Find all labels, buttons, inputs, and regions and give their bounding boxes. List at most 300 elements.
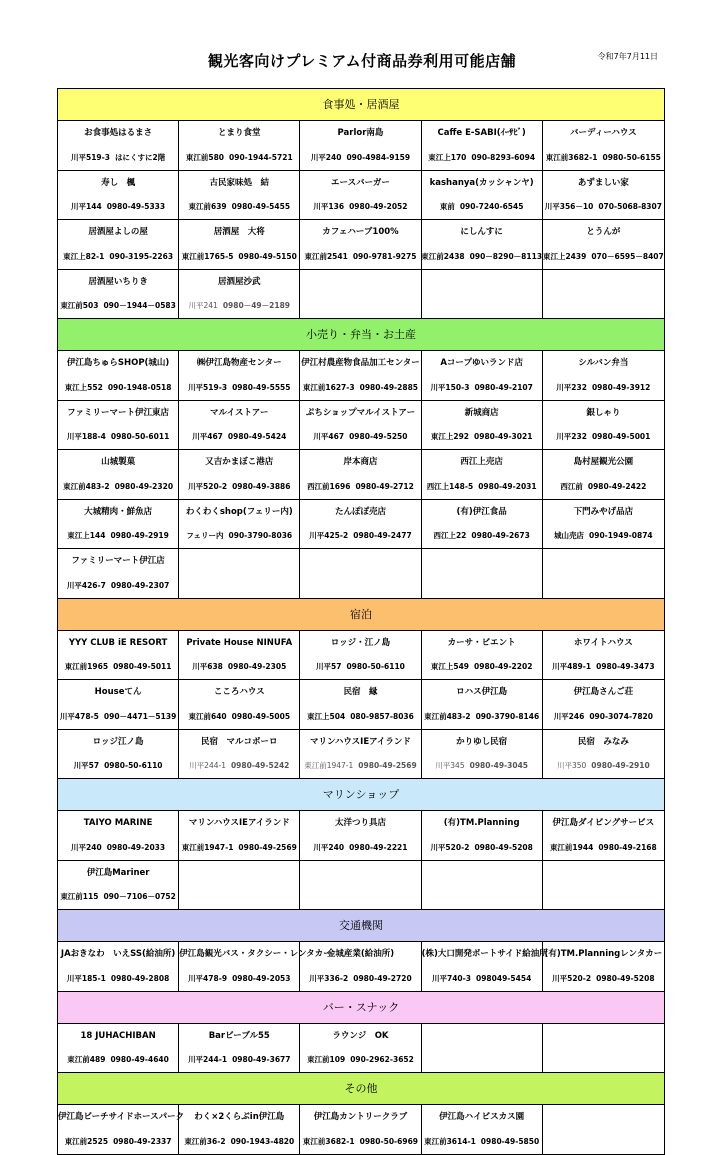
category-header: 小売り・弁当・お土産 [58,319,664,351]
store-info [422,375,542,400]
store-row [58,730,664,779]
store-row [58,811,664,861]
store-phone: 0980-49-2673 [471,531,530,541]
store-info [179,1048,299,1073]
store-info [58,885,178,910]
store-info [422,655,542,680]
store-phone: 090-3074-7820 [589,711,653,721]
store-cell [422,500,543,549]
store-name: マリンハウスIEアイランド [310,736,411,747]
store-info [300,524,420,549]
store-address: 東江前1965 [64,662,109,672]
store-address: 西江上148-5 [426,481,474,491]
store-address: 東江前1947-1 [304,761,354,771]
store-cell [179,631,300,680]
store-cell [179,121,300,170]
store-address: 東江前1947-1 [181,842,234,852]
store-info [543,375,664,400]
store-address: 東江上170 [428,152,467,162]
store-phone: 0980-50-6969 [359,1136,419,1146]
store-info [179,145,299,170]
store-cell [300,121,421,170]
store-name: あずましい家 [577,177,629,188]
store-row [58,500,664,550]
store-phone: 0980-50-6011 [110,432,170,442]
store-address: 東江前3682-1 [545,152,598,162]
store-phone: 0980-49-2569 [358,761,417,771]
store-row [58,631,664,681]
store-cell [300,1024,421,1073]
store-address: 川平240 [71,842,102,852]
store-address: 川平336-2 [309,973,349,983]
store-cell [179,1024,300,1073]
store-address: 川平520-2 [430,842,470,852]
store-phone: 0980-49-3886 [232,481,291,491]
store-address: 東江前2525 [64,1136,109,1146]
store-address: 東江前483-2 [424,711,471,721]
store-phone: 0980-49-5001 [591,432,651,442]
store-cell [421,942,548,991]
store-info [58,524,178,549]
store-name: ラウンジ OK [332,1030,389,1041]
store-info [300,754,420,779]
store-info [543,195,664,220]
store-info [300,655,420,680]
store-phone: 0980-49-5850 [480,1136,540,1146]
empty-cell [543,270,664,319]
store-address: 東江上292 [430,432,470,442]
store-row [58,270,664,319]
store-cell [543,680,664,729]
store-phone: 090-9781-9275 [352,251,417,261]
store-cell [58,270,179,319]
store-address: 川平188-4 [66,432,106,442]
store-address: 東前 [439,202,455,212]
store-phone: 0980-49-2052 [349,202,408,212]
store-cell [300,351,421,400]
store-address: 東江上2439 [542,251,587,261]
store-phone: 0980-49-2053 [232,973,291,983]
store-row [58,121,664,171]
store-info [543,704,664,729]
store-cell [543,351,664,400]
store-phone: 0980-49-5011 [113,662,172,672]
store-address: 川平57 [316,662,342,672]
store-name: Private House NINUFA [186,637,293,648]
store-info [58,195,178,220]
store-info [58,1048,178,1073]
store-phone: 0980-49-2712 [355,481,414,491]
store-name: かりゆし民宿 [456,736,508,747]
store-cell [179,450,300,499]
store-phone: 0980-50-6155 [602,152,661,162]
store-info [58,704,178,729]
store-phone: 070-5068-8307 [598,202,662,212]
store-name: 伊江島さんご荘 [573,687,634,697]
store-phone: 0980-49-5150 [238,251,297,261]
store-address: 東江前639 [188,202,227,212]
store-cell [58,680,179,729]
store-cell [58,500,179,549]
store-address: 川平478-9 [188,973,228,983]
store-name: 伊江島ハイビスカス園 [439,1112,525,1122]
store-address: 川平57 [73,761,100,771]
store-row [58,1105,664,1154]
store-name: (有)TM.Planningレンタカー [544,949,663,959]
store-name: ロッジ・江ノ島 [330,637,391,648]
store-info [422,754,542,779]
store-cell [179,171,300,220]
store-cell [543,171,664,220]
store-name: カーサ・ビエント [447,637,516,648]
store-phone: 090－8290－8113 [469,251,543,261]
store-cell [422,811,543,860]
store-name: マリンハウスIEアイランド [188,818,290,828]
store-info [58,835,178,860]
store-address: 東江前109 [307,1055,346,1065]
store-phone: 090－7106－0752 [103,892,176,902]
store-name: Barビーブル55 [208,1030,270,1041]
store-address: 西江上22 [433,531,467,541]
store-row [58,401,664,451]
category-section [58,319,664,599]
store-address: 東江前1627-3 [302,382,355,392]
store-address: 川平489-1 [552,662,592,672]
store-phone: 0980-49-2808 [110,973,170,983]
store-cell [543,220,664,269]
empty-cell [300,549,421,598]
store-phone: 0980-49-2910 [591,761,650,771]
store-name: Parlor南島 [337,128,384,138]
store-name: JAおきなわ いえSS(給油所) [60,949,176,959]
store-cell [543,730,664,779]
empty-cell [300,270,421,319]
store-name: 伊江島観光バス・タクシー・レンタカー [179,949,332,959]
empty-cell [422,1024,543,1073]
store-list-table [57,88,665,1155]
store-phone: 0980-49-2569 [238,842,297,852]
store-info [58,966,178,991]
store-phone: 0980-50-6110 [346,662,405,672]
category-header: 食事処・居酒屋 [58,89,664,121]
store-cell [543,942,664,991]
store-name: 民宿 みなみ [577,736,629,747]
store-cell [58,549,179,598]
store-name: カフェハーブ100% [322,227,399,237]
store-phone: 0980-49-3021 [474,432,533,442]
store-address: 東江前2438 [421,251,465,261]
store-address: 東江前1944 [549,842,594,852]
store-cell [179,1105,300,1154]
store-name: 金城産業(給油所) [326,949,395,959]
store-info [300,375,420,400]
store-name: 太洋つり具店 [334,818,386,828]
store-phone: 090－1944－0583 [103,301,176,311]
store-name: とまり食堂 [218,128,261,138]
category-section [58,992,664,1074]
store-cell [422,631,543,680]
store-address: 東江前1765-5 [181,251,234,261]
store-phone: 0980-49-2305 [227,662,287,672]
store-info [422,1129,542,1154]
store-address: 川平467 [192,432,223,442]
store-name: にしんすに [460,227,503,237]
store-cell [543,450,664,499]
store-info [300,966,420,991]
store-info [179,524,299,549]
page-title: 観光客向けプレミアム付商品券利用可能店舗 [207,52,517,70]
store-address: 川平150-3 [430,382,470,392]
store-cell [543,500,664,549]
store-phone: 0980-49-2477 [353,531,412,541]
store-address: 東江前483-2 [63,481,110,491]
category-header: バー・スナック [58,992,664,1024]
store-address: 川平232 [556,382,587,392]
store-name: 大城精肉・鮮魚店 [84,506,153,517]
store-cell [422,121,543,170]
store-address: 川平520-2 [188,481,228,491]
store-row [58,942,664,991]
store-phone: 090-1944-5721 [229,152,293,162]
store-phone: 070－6595－8407 [591,251,664,261]
store-name: 居酒屋 大将 [213,227,265,237]
store-address: 川平425-2 [309,531,349,541]
store-address: 川平185-1 [66,973,106,983]
store-info [179,244,299,269]
store-address: 城山売店 [554,531,585,541]
empty-cell [179,861,300,910]
store-phone: 090-3790-8146 [475,711,540,721]
store-cell [300,500,421,549]
store-name: 伊江島ダイビングサービス [552,818,655,828]
store-phone: 0980-49-3473 [596,662,655,672]
store-phone: 0980-49-2320 [114,481,174,491]
store-cell [58,121,179,170]
store-phone: 090-4984-9159 [346,152,411,162]
store-address: 東江前580 [185,152,225,162]
empty-cell [422,861,543,910]
store-cell [58,220,179,269]
store-name: ホワイトハウス [573,637,633,648]
store-address: 川平356－10 [544,202,594,212]
store-name: 山城製菓 [101,457,136,467]
store-address: 東江上552 [64,382,103,392]
store-address: 東江前2541 [304,251,348,261]
store-phone: 0980-49-5005 [231,711,291,721]
store-address: 川平478-5 [59,711,99,721]
store-name: 下門みやげ品店 [573,506,634,517]
store-cell [179,220,300,269]
store-cell [300,220,421,269]
store-phone: 0980－49－2189 [222,301,291,311]
store-phone: 0980-49-5455 [231,202,291,212]
store-phone: 0980-49-2202 [474,662,533,672]
store-address: 東江前3682-1 [302,1136,355,1146]
store-info [179,375,299,400]
store-cell [179,351,300,400]
store-info [300,195,420,220]
store-row [58,861,664,910]
store-cell [179,811,300,860]
store-info [300,835,420,860]
store-name: ファミリーマート伊江東店 [67,407,170,418]
store-name: わくわくshop(フェリー内) [185,506,293,517]
store-info [543,425,664,450]
store-info [179,425,299,450]
store-info [543,244,664,269]
store-name: 伊江島Mariner [86,867,150,878]
store-phone: 0980-49-5208 [474,842,533,852]
store-address: 川平240 [310,152,342,162]
store-name: 民宿 縁 [343,687,378,697]
store-phone: 0980-49-2885 [359,382,419,392]
empty-cell [543,1024,664,1073]
empty-cell [543,1105,664,1154]
store-info [543,474,664,499]
store-address: 川平519-3 [70,152,110,162]
store-phone: 0980-49-2919 [110,531,169,541]
store-address: 東江前36-2 [184,1136,226,1146]
store-address: 東江上504 [307,711,346,721]
store-name: こころハウス [213,687,265,697]
store-phone: 0980-49-2307 [110,580,170,590]
store-name: (有)伊江食品 [456,506,507,517]
store-info [179,754,299,779]
store-phone: 0980-49-2031 [478,481,537,491]
store-phone: 0980-49-5333 [106,202,166,212]
empty-cell [543,549,664,598]
store-address: 川平740-3 [432,973,471,983]
store-phone: 0980-49-5555 [232,382,291,392]
store-info [179,704,299,729]
store-cell [179,401,300,450]
store-info [58,754,178,779]
issue-date: 令和7年7月11日 [597,52,658,61]
store-info [422,474,542,499]
store-cell [58,861,179,910]
store-info [300,145,420,170]
store-cell [58,1105,185,1154]
store-name: Houseてん [94,687,142,697]
store-cell [58,450,179,499]
store-row [58,351,664,401]
store-address: 東江上144 [67,531,106,541]
store-name: お食事処はるまさ [84,128,153,138]
store-info [179,195,299,220]
store-info [179,294,299,319]
store-phone: 0980-49-2422 [587,481,647,491]
store-name: ロッジ江ノ島 [92,736,144,747]
store-phone: 0980-49-2720 [353,973,412,983]
store-info [179,474,299,499]
store-info [58,573,178,598]
category-section [58,779,664,910]
store-info [179,835,299,860]
store-address: 川平241 [188,301,218,311]
store-cell [58,942,179,991]
store-phone: 0980-49-3912 [591,382,651,392]
store-info [300,474,420,499]
category-section [58,1073,664,1154]
category-header: マリンショップ [58,779,664,811]
store-cell [58,1024,179,1073]
store-info [58,244,178,269]
category-section [58,599,664,780]
store-name: ロハス伊江島 [456,687,508,697]
store-cell [422,351,543,400]
store-name: シルバン弁当 [578,358,629,368]
store-address: 東江前489 [67,1055,106,1065]
store-name: わく×2くらぶin伊江島 [194,1112,285,1122]
store-address: 川平246 [553,711,585,721]
store-phone: 090－4471－5139 [103,711,177,721]
store-address: 西江前1696 [307,481,351,491]
store-address: 川平240 [313,842,345,852]
store-info [422,524,542,549]
store-info [422,425,542,450]
store-info [543,145,664,170]
store-address: 川平520-2 [552,973,592,983]
store-address: 川平467 [313,432,345,442]
store-phone: 0980-49-5250 [349,432,408,442]
store-address: フェリー内 [186,531,224,541]
store-name: ぷちショップマルイストアー [305,407,416,418]
store-address: 東江上549 [430,662,470,672]
store-info [58,1129,178,1154]
store-info [422,704,542,729]
store-phone: 0980-49-5208 [596,973,655,983]
store-name: 伊江島ちゅらSHOP(城山) [66,358,170,368]
store-cell [422,450,543,499]
store-address: 川平350 [556,761,587,771]
store-info [58,474,178,499]
store-name: (株)大口開発ポートサイド給油所 [421,949,548,959]
store-address: 東江前3614-1 [424,1136,476,1146]
store-info [179,1129,299,1154]
store-address: 西江前 [560,481,583,491]
store-cell [300,401,421,450]
category-section [58,89,664,319]
empty-cell [422,270,543,319]
store-phone: 090-3195-2263 [109,251,174,261]
store-info [58,294,178,319]
store-cell [300,680,421,729]
store-phone: 090-7240-6545 [459,202,524,212]
store-name: 居酒屋いちりき [88,276,148,287]
store-name: 岸本商店 [343,457,378,467]
store-cell [422,1105,543,1154]
store-name: 18 JUHACHIBAN [80,1030,156,1041]
store-info [58,375,178,400]
category-header: 宿泊 [58,599,664,631]
store-name: たんぽぽ売店 [334,506,386,517]
store-info [58,145,178,170]
store-name: 民宿 マルコポーロ [201,736,278,747]
store-name: 居酒屋沙武 [218,276,261,287]
store-cell [422,680,543,729]
store-phone: 090-1943-4820 [230,1136,295,1146]
store-row [58,220,664,270]
store-row [58,549,664,598]
store-cell [58,631,179,680]
store-info [422,244,542,269]
store-info [300,1129,420,1154]
store-phone: 0980-49-4640 [110,1055,169,1065]
store-address: 東江前115 [60,892,99,902]
store-address: 川平426-7 [66,580,106,590]
store-phone: 090-3790-8036 [228,531,293,541]
store-name: とうんが [586,227,621,237]
